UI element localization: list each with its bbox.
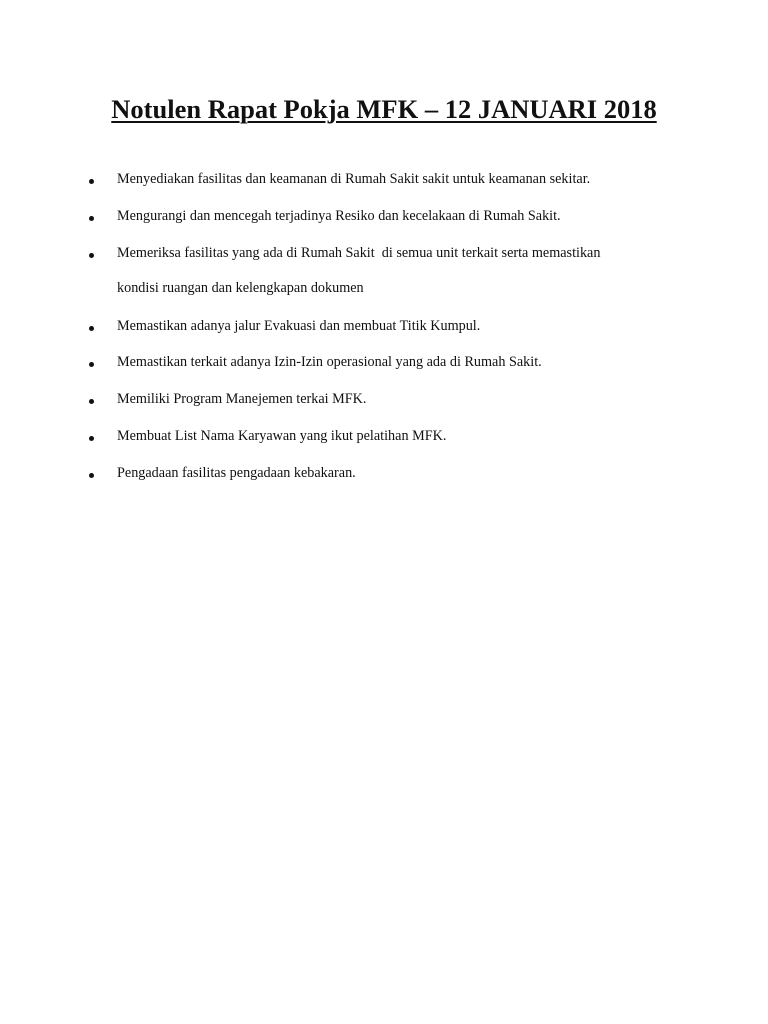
list-item-text-continuation: kondisi ruangan dan kelengkapan dokumen xyxy=(117,280,364,296)
list-item-text: Memastikan terkait adanya Izin-Izin operasional yang ada di Rumah Sakit. xyxy=(117,354,542,370)
list-item-text: Memastikan adanya jalur Evakuasi dan membuat Titik Kumpul. xyxy=(117,318,481,334)
bullet-icon xyxy=(89,362,94,367)
list-item-text: Mengurangi dan mencegah terjadinya Resiko dan kecelakaan di Rumah Sakit. xyxy=(117,208,561,224)
bullet-icon xyxy=(89,253,94,258)
bullet-icon xyxy=(89,326,94,331)
bullet-icon xyxy=(89,216,94,221)
bullet-icon xyxy=(89,399,94,404)
list-item-text: Memeriksa fasilitas yang ada di Rumah Sakit di semua unit terkait serta memastikan xyxy=(117,245,601,261)
list-item-text: Memiliki Program Manejemen terkai MFK. xyxy=(117,391,367,407)
list-item-text: Membuat List Nama Karyawan yang ikut pelatihan MFK. xyxy=(117,428,447,444)
bullet-icon xyxy=(89,436,94,441)
document-title: Notulen Rapat Pokja MFK – 12 JANUARI 2018 xyxy=(111,94,657,124)
list-item-text: Pengadaan fasilitas pengadaan kebakaran. xyxy=(117,465,356,481)
list-item-text: Menyediakan fasilitas dan keamanan di Rumah Sakit sakit untuk keamanan sekitar. xyxy=(117,171,591,187)
bullet-icon xyxy=(89,179,94,184)
bullet-icon xyxy=(89,473,94,478)
